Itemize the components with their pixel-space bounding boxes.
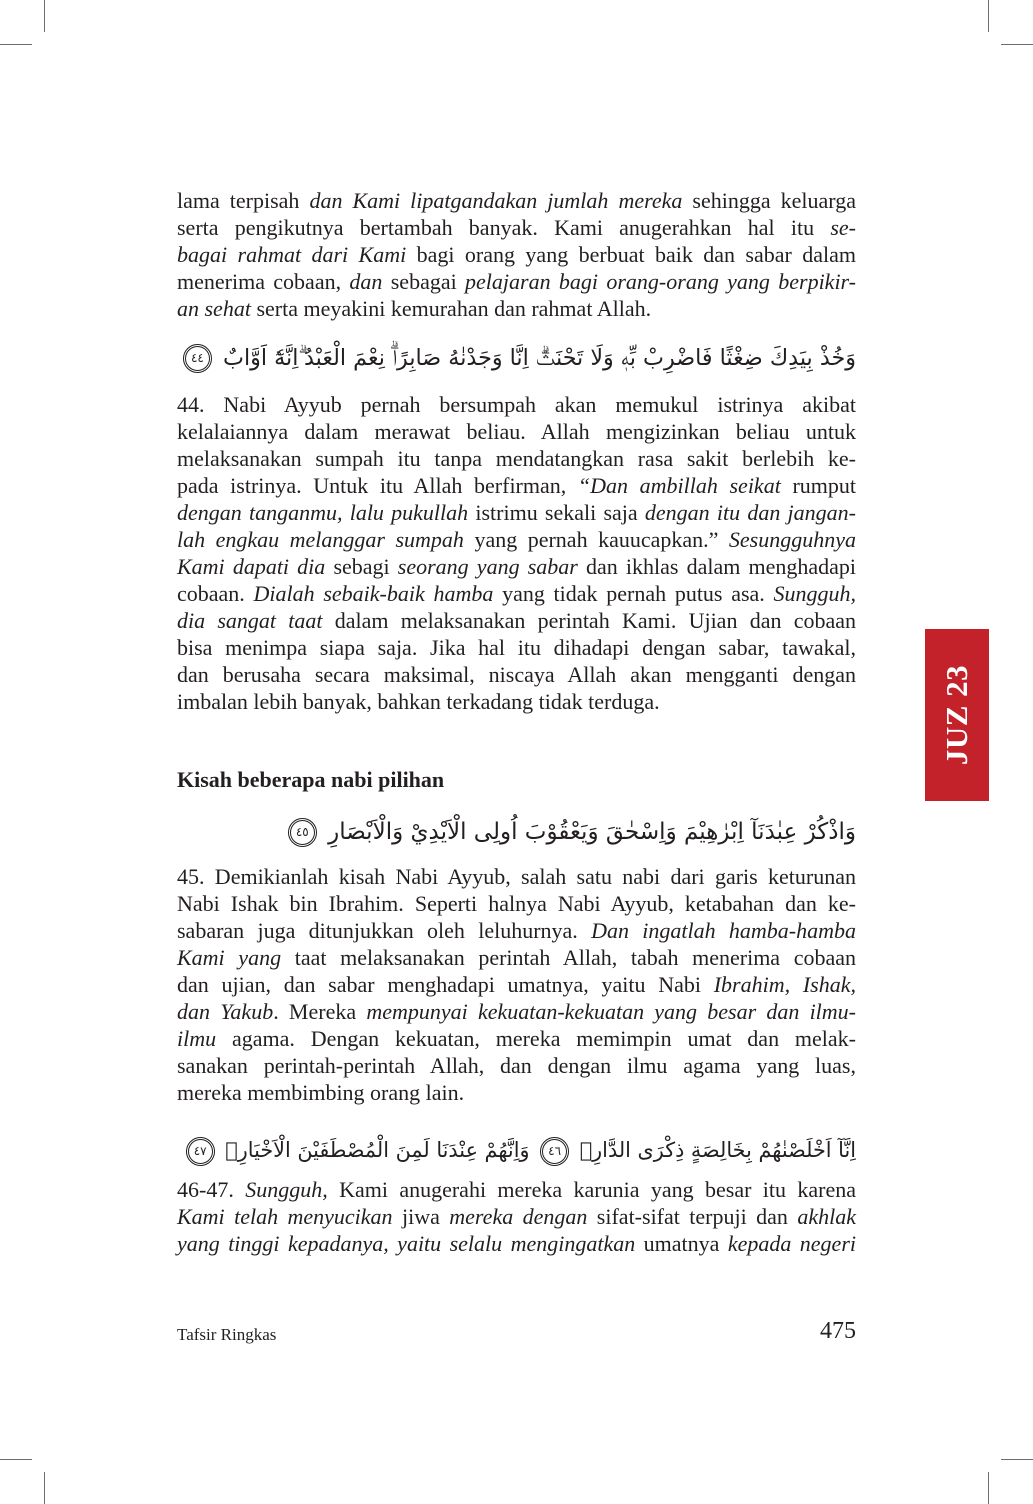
text-run: 46-47.: [177, 1177, 246, 1202]
text-run: sanakan perintah-perintah Allah, dan dengan ilmu agama yang luas,: [177, 1053, 856, 1078]
text-run: yang tidak pernah putus asa.: [493, 581, 774, 606]
arabic-verse-text: وَاذْكُرْ عِبٰدَنَآ اِبْرٰهِيْمَ وَاِسْحٰقَ وَيَعْقُوْبَ اُولِى الْاَيْدِيْ وَالْاَبْصَارِ: [328, 819, 856, 845]
text-run: cobaan.: [177, 581, 254, 606]
italic-text-run: seorang yang sabar: [397, 554, 578, 579]
italic-text-run: Sungguh,: [245, 1177, 328, 1202]
text-run: dan berusaha secara maksimal, niscaya Allah akan mengganti dengan: [177, 662, 856, 687]
text-run: rumput: [780, 473, 856, 498]
text-line: [177, 391, 856, 418]
text-run: dan ujian, dan sabar menghadapi umatnya, yaitu Nabi: [177, 972, 714, 997]
body-paragraph-46-47: [177, 1176, 856, 1257]
verse-end-marker: ٤٦: [540, 1137, 569, 1166]
text-run: sebagi: [325, 554, 398, 579]
italic-text-run: an sehat: [177, 296, 251, 321]
italic-text-run: dan Yakub: [177, 999, 274, 1024]
text-line: [177, 472, 856, 499]
text-line: [177, 688, 856, 715]
text-line: [177, 1230, 856, 1257]
section-heading: Kisah beberapa nabi pilihan: [177, 767, 445, 792]
text-run: sebagai: [382, 269, 466, 294]
text-run: pada istrinya. Untuk itu Allah berfirman,: [177, 473, 578, 498]
text-run: bisa menimpa siapa saja. Jika hal itu dihadapi dengan sabar, tawakal,: [177, 635, 856, 660]
text-run: melaksanakan sumpah itu tanpa mendatangkan rasa sakit berlebih ke-: [177, 446, 856, 471]
text-line: [177, 890, 856, 917]
verse-end-marker: ٤٥: [288, 818, 317, 847]
text-line: [177, 418, 856, 445]
text-run: jiwa: [392, 1204, 450, 1229]
text-run: agama. Dengan kekuatan, mereka memimpin umat dan melak-: [216, 1026, 856, 1051]
italic-text-run: mereka dengan: [449, 1204, 588, 1229]
text-run: serta pengikutnya bertambah banyak. Kami anugerahkan hal itu: [177, 215, 831, 240]
italic-text-run: dia sangat taat: [177, 608, 323, 633]
crop-mark: [988, 0, 989, 32]
text-run: istrimu sekali saja: [468, 500, 645, 525]
italic-text-run: ilmu: [177, 1026, 217, 1051]
text-run: bagi orang yang berbuat baik dan sabar dalam: [406, 242, 857, 267]
text-run: serta meyakini kemurahan dan rahmat Allah.: [250, 296, 652, 321]
italic-text-run: dan Kami lipatgandakan jumlah mereka: [309, 188, 683, 213]
italic-text-run: bagai rahmat dari Kami: [177, 242, 407, 267]
italic-text-run: Dialah sebaik-baik hamba: [253, 581, 494, 606]
text-line: [177, 295, 856, 322]
crop-mark: [988, 1472, 989, 1504]
arabic-verse-text: وَخُذْ بِيَدِكَ ضِغْثًا فَاضْرِبْ بِّهٖ وَلَا تَحْنَثْۗ اِنَّا وَجَدْنٰهُ صَابِرًاۗ نِعْمَ الْعَبْدُ ۗاِنَّهٗٓ اَوَّابٌ: [223, 345, 856, 371]
text-run: kelalaiannya dalam merawat beliau. Allah mengizinkan beliau untuk: [177, 419, 856, 444]
italic-text-run: “Dan ambillah seikat: [577, 473, 781, 498]
italic-text-run: akhlak: [797, 1204, 856, 1229]
text-line: [177, 971, 856, 998]
italic-text-run: Kami yang: [177, 945, 282, 970]
text-line: [177, 1176, 856, 1203]
text-line: [177, 1203, 856, 1230]
crop-mark: [44, 0, 45, 32]
italic-text-run: dan: [349, 269, 383, 294]
juz-label: JUZ 23: [939, 664, 974, 766]
italic-text-run: dengan itu dan jangan-: [644, 500, 856, 525]
italic-text-run: Kami telah menyucikan: [177, 1204, 393, 1229]
verse-end-marker: ٤٧: [186, 1137, 215, 1166]
text-run: 45. Demikianlah kisah Nabi Ayyub, salah satu nabi dari garis keturunan: [177, 864, 856, 889]
quran-verse-44: [177, 334, 856, 382]
text-line: [177, 634, 856, 661]
text-run: taat melaksanakan perintah Allah, tabah menerima cobaan: [281, 945, 856, 970]
italic-text-run: se-: [830, 215, 856, 240]
text-line: [177, 580, 856, 607]
crop-mark: [0, 44, 32, 45]
italic-text-run: mempunyai kekuatan-kekuatan yang besar dan ilmu-: [366, 999, 857, 1024]
italic-text-run: Kami dapati dia: [177, 554, 326, 579]
body-paragraph-44: [177, 391, 856, 715]
crop-mark: [0, 1459, 32, 1460]
text-line: [177, 1079, 856, 1106]
text-run: sifat-sifat terpuji dan: [587, 1204, 798, 1229]
text-run: Kami anugerahi mereka karunia yang besar itu karena: [327, 1177, 856, 1202]
crop-mark: [1001, 44, 1033, 45]
text-line: [177, 241, 856, 268]
text-line: [177, 863, 856, 890]
text-run: Nabi Ishak bin Ibrahim. Seperti halnya Nabi Ayyub, ketabahan dan ke-: [177, 891, 856, 916]
text-line: [177, 214, 856, 241]
text-line: [177, 526, 856, 553]
text-run: sehingga keluarga: [682, 188, 856, 213]
text-line: [177, 1052, 856, 1079]
italic-text-run: yang tinggi kepadanya, yaitu selalu mengingatkan: [177, 1231, 636, 1256]
text-run: menerima cobaan,: [177, 269, 350, 294]
text-run: imbalan lebih banyak, bahkan terkadang tidak terduga.: [177, 689, 660, 714]
italic-text-run: lah engkau melanggar sumpah: [177, 527, 464, 552]
text-line: [177, 445, 856, 472]
text-line: [177, 607, 856, 634]
italic-text-run: kepada negeri: [727, 1231, 856, 1256]
page-number: 475: [820, 1318, 856, 1344]
text-line: [177, 661, 856, 688]
text-run: mereka membimbing orang lain.: [177, 1080, 465, 1105]
quran-verse-46-47: [177, 1126, 856, 1174]
italic-text-run: Sungguh,: [773, 581, 857, 606]
arabic-verse-text: اِنَّآ اَخْلَصْنٰهُمْ بِخَالِصَةٍ ذِكْرَى الدَّارِۚ: [579, 1138, 856, 1162]
text-run: umatnya: [635, 1231, 728, 1256]
verse-end-marker: ٤٤: [183, 344, 212, 373]
italic-text-run: Sesungguhnya: [728, 527, 856, 552]
text-line: [177, 553, 856, 580]
text-line: [177, 917, 856, 944]
arabic-verse-text: وَاِنَّهُمْ عِنْدَنَا لَمِنَ الْمُصْطَفَيْنَ الْاَخْيَارِۗ: [225, 1138, 530, 1162]
text-line: [177, 944, 856, 971]
running-footer-title: Tafsir Ringkas: [177, 1325, 277, 1344]
text-run: 44. Nabi Ayyub pernah bersumpah akan memukul istrinya akibat: [177, 392, 856, 417]
text-run: yang pernah kauucapkan.”: [463, 527, 729, 552]
text-line: [177, 268, 856, 295]
text-line: [177, 187, 856, 214]
crop-mark: [1001, 1459, 1033, 1460]
body-paragraph-45: [177, 863, 856, 1106]
italic-text-run: dengan tanganmu, lalu pukullah: [177, 500, 469, 525]
crop-mark: [44, 1472, 45, 1504]
text-line: [177, 1025, 856, 1052]
text-run: sabaran juga ditunjukkan oleh leluhurnya.: [177, 918, 592, 943]
text-run: lama terpisah: [177, 188, 310, 213]
text-run: dalam melaksanakan perintah Kami. Ujian dan cobaan: [322, 608, 856, 633]
quran-verse-45: [177, 808, 856, 856]
italic-text-run: pelajaran bagi orang-orang yang berpikir-: [465, 269, 856, 294]
body-paragraph-intro: [177, 187, 856, 322]
text-line: [177, 998, 856, 1025]
text-run: dan ikhlas dalam menghadapi: [577, 554, 856, 579]
juz-tab: [925, 629, 989, 801]
text-line: [177, 499, 856, 526]
text-run: . Mereka: [273, 999, 367, 1024]
italic-text-run: Dan ingatlah hamba-hamba: [591, 918, 857, 943]
italic-text-run: Ibrahim, Ishak,: [713, 972, 856, 997]
